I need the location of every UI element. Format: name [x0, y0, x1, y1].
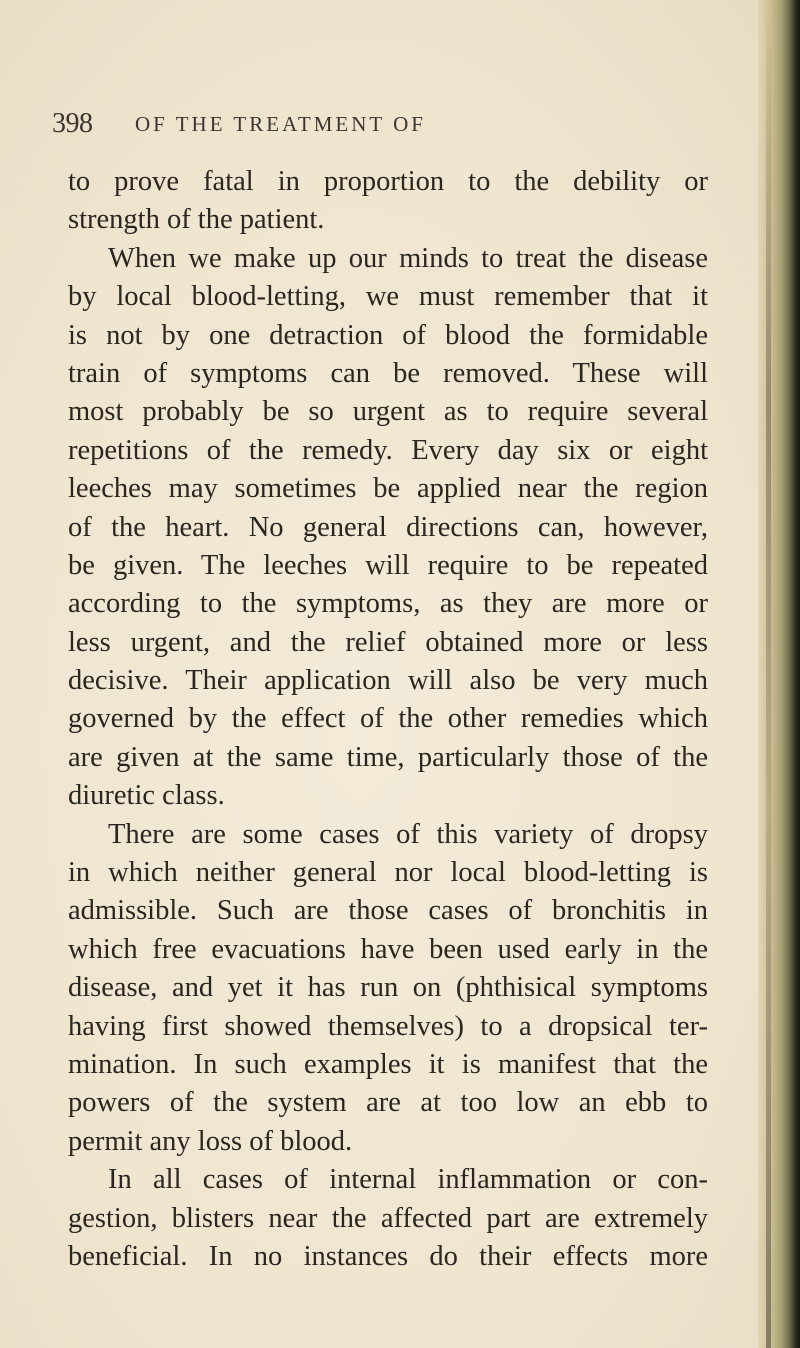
text-line: less urgent, and the relief obtained more or less: [68, 626, 708, 658]
page-gutter: [758, 0, 800, 1348]
text-line: When we make up our minds to treat the disease: [108, 242, 708, 274]
text-line: governed by the effect of the other remedies which: [68, 703, 708, 735]
text-line: most probably be so urgent as to require several: [68, 396, 708, 428]
text-line: gestion, blisters near the affected part are extremely: [68, 1202, 708, 1234]
text-line: be given. The leeches will require to be repeated: [68, 549, 708, 581]
text-line: in which neither general nor local blood-letting is: [68, 857, 708, 889]
text-line: leeches may sometimes be applied near the region: [68, 473, 708, 505]
text-line: which free evacuations have been used early in the: [68, 933, 708, 965]
text-line: powers of the system are at too low an ebb to: [68, 1087, 708, 1119]
text-line: admissible. Such are those cases of bronchitis in: [68, 895, 708, 927]
text-line: diuretic class.: [68, 780, 225, 812]
text-line: to prove fatal in proportion to the debility or: [68, 166, 708, 197]
running-head: OF THE TREATMENT OF: [135, 112, 426, 136]
text-line: train of symptoms can be removed. These will: [68, 357, 708, 389]
text-line: disease, and yet it has run on (phthisical symptoms: [68, 972, 708, 1004]
text-line: decisive. Their application will also be very much: [68, 665, 708, 697]
text-line: mination. In such examples it is manifest that the: [68, 1048, 708, 1080]
text-line: beneficial. In no instances do their effects more: [68, 1240, 708, 1272]
text-line: is not by one detraction of blood the formidable: [68, 319, 708, 351]
text-line: are given at the same time, particularly those of the: [68, 741, 708, 773]
text-line: There are some cases of this variety of dropsy: [108, 818, 708, 850]
text-line: according to the symptoms, as they are more or: [68, 588, 708, 620]
text-line: strength of the patient.: [68, 204, 325, 236]
text-line: permit any loss of blood.: [68, 1125, 353, 1157]
body-text: [68, 163, 708, 1276]
text-line: repetitions of the remedy. Every day six or eight: [68, 434, 708, 466]
text-line: by local blood-letting, we must remember that it: [68, 281, 708, 313]
text-line: having first showed themselves) to a dropsical ter-: [68, 1010, 708, 1042]
text-line: In all cases of internal inflammation or con-: [108, 1164, 708, 1196]
page-number: 398: [52, 108, 93, 139]
page-header: [52, 108, 712, 148]
text-line: of the heart. No general directions can, however,: [68, 511, 708, 543]
